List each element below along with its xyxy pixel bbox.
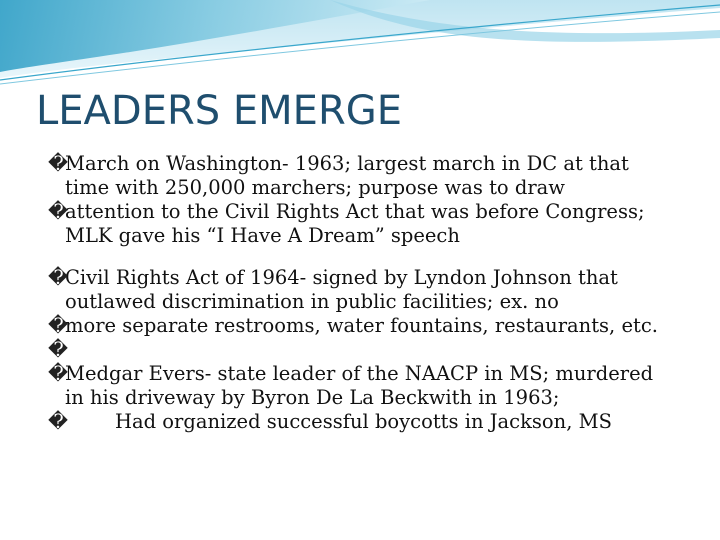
paragraph-line: March on Washington- 1963; largest march in DC at that xyxy=(65,152,629,175)
paragraph-line: Had organized successful boycotts in Jackson, MS xyxy=(115,410,612,433)
bullet-glyph: � xyxy=(48,152,68,175)
header-wave-decoration xyxy=(0,0,720,90)
paragraph-civil-rights-act-1 xyxy=(48,266,698,314)
paragraph-medgar-evers-1 xyxy=(48,362,698,410)
bullet-glyph: � xyxy=(48,338,68,361)
paragraph-line: in his driveway by Byron De La Beckwith in 1963; xyxy=(65,386,560,409)
paragraph-empty xyxy=(48,338,698,362)
paragraph-line: time with 250,000 marchers; purpose was to draw xyxy=(65,176,565,199)
paragraph-line: MLK gave his “I Have A Dream” speech xyxy=(65,224,460,247)
slide-title: LEADERS EMERGE xyxy=(36,88,403,134)
bullet-glyph: � xyxy=(48,410,68,433)
paragraph-line: more separate restrooms, water fountains, restaurants, etc. xyxy=(65,314,658,337)
paragraph-line: attention to the Civil Rights Act that was before Congress; xyxy=(65,200,645,223)
slide-body xyxy=(48,152,698,434)
paragraph-march-2 xyxy=(48,200,698,248)
paragraph-line: Civil Rights Act of 1964- signed by Lyndon Johnson that xyxy=(65,266,618,289)
paragraph-line xyxy=(65,338,698,362)
paragraph-line: outlawed discrimination in public facilities; ex. no xyxy=(65,290,559,313)
paragraph-line: Medgar Evers- state leader of the NAACP in MS; murdered xyxy=(65,362,654,385)
bullet-glyph: � xyxy=(48,200,68,223)
bullet-glyph: � xyxy=(48,266,68,289)
bullet-glyph: � xyxy=(48,314,68,337)
bullet-glyph: � xyxy=(48,362,68,385)
paragraph-march-1 xyxy=(48,152,698,200)
paragraph-civil-rights-act-2 xyxy=(48,314,698,338)
paragraph-medgar-evers-2 xyxy=(48,410,698,434)
